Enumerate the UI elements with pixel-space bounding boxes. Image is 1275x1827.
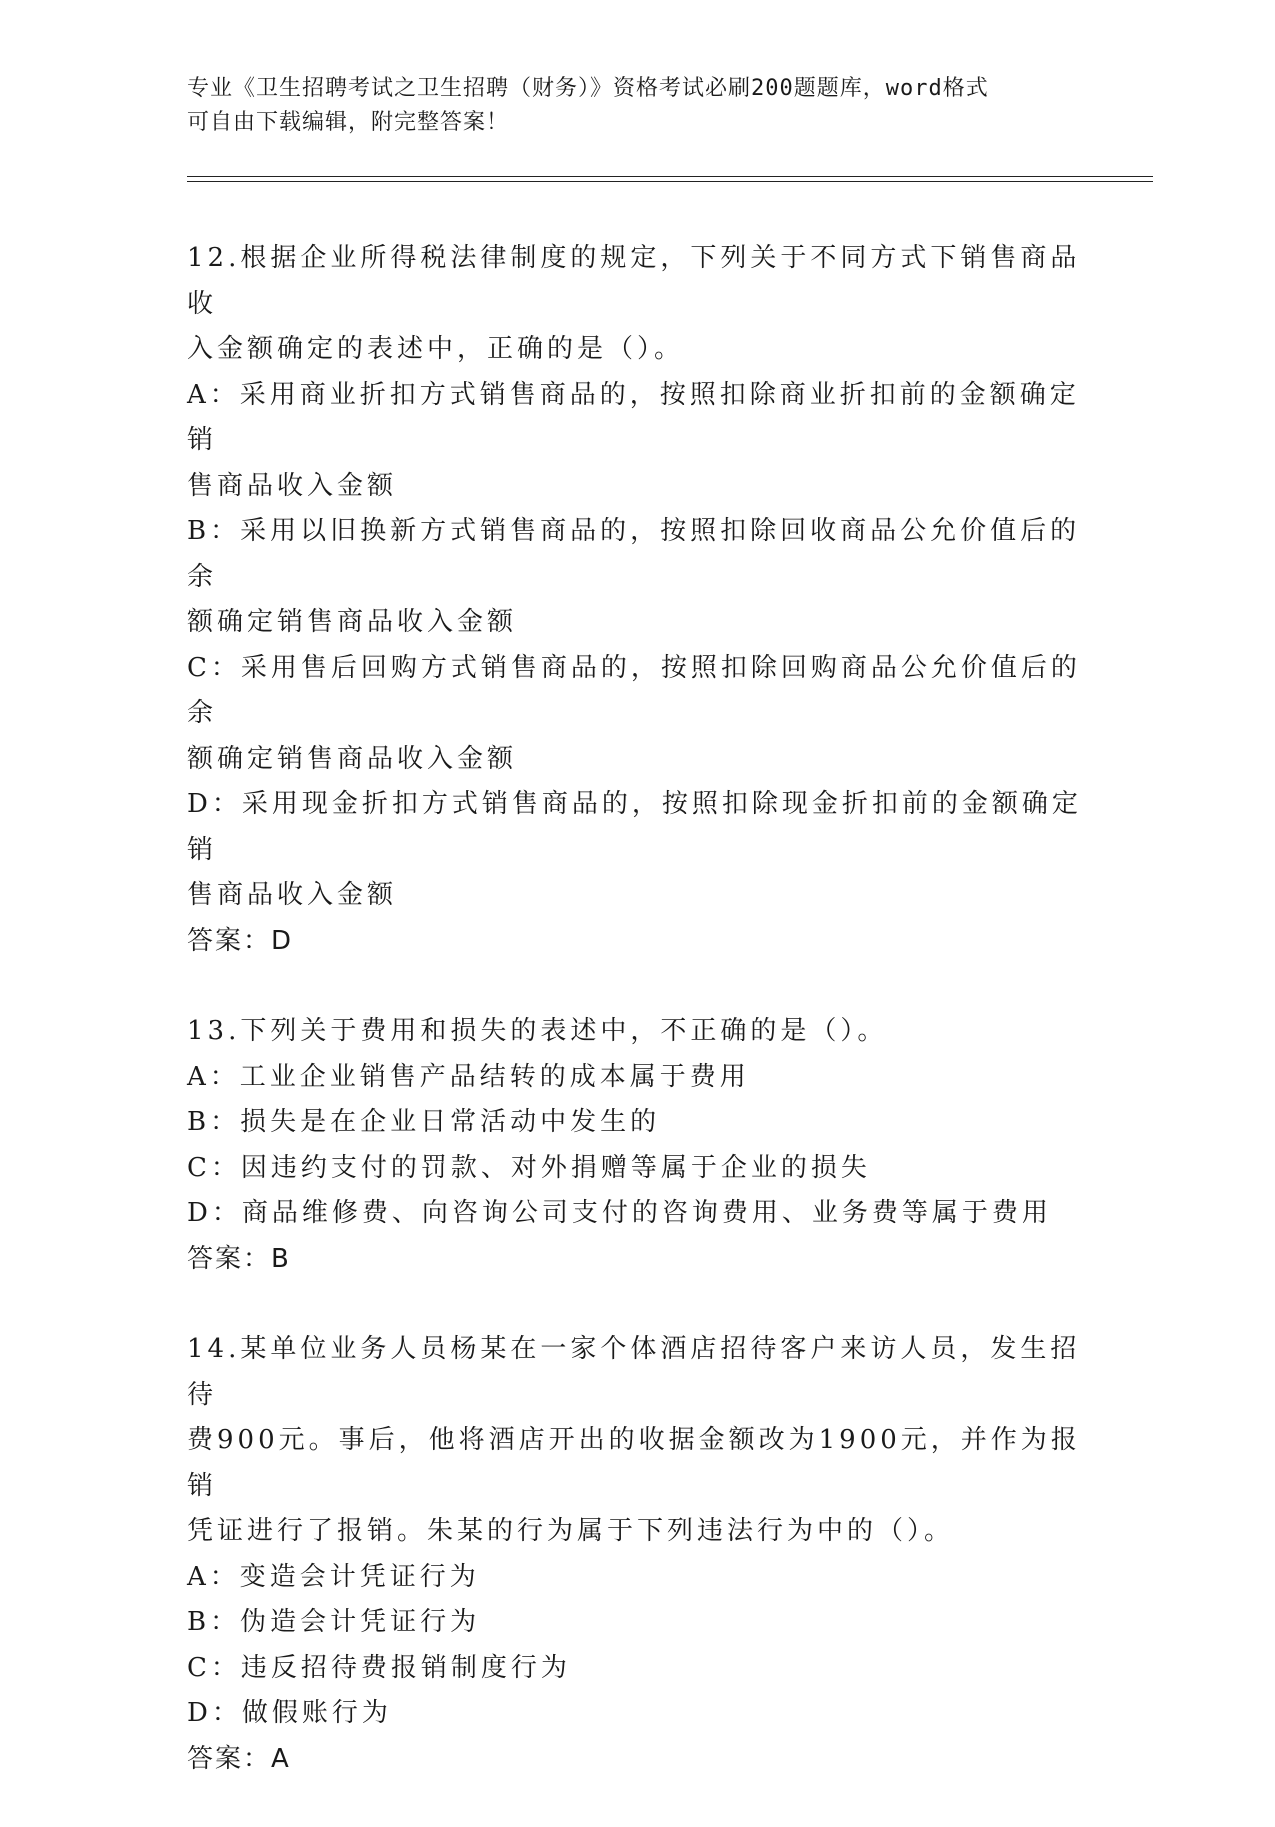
question-list xyxy=(187,236,1087,1827)
question-12 xyxy=(187,236,1087,964)
option-c: C：违反招待费报销制度行为 xyxy=(187,1652,571,1683)
question-stem: 入金额确定的表述中，正确的是（）。 xyxy=(187,334,685,364)
question-14 xyxy=(187,1327,1087,1782)
question-stem: 14.某单位业务人员杨某在一家个体酒店招待客户来访人员，发生招待 xyxy=(187,1334,1081,1410)
document-header xyxy=(187,72,1087,140)
option-d: 售商品收入金额 xyxy=(187,880,398,910)
header-line: 可自由下载编辑，附完整答案！ xyxy=(187,110,510,135)
question-stem: 12.根据企业所得税法律制度的规定，下列关于不同方式下销售商品收 xyxy=(187,243,1081,319)
option-d: D：商品维修费、向咨询公司支付的咨询费用、业务费等属于费用 xyxy=(187,1198,1052,1228)
question-stem: 13.下列关于费用和损失的表述中，不正确的是（）。 xyxy=(187,1016,888,1046)
header-line: 专业《卫生招聘考试之卫生招聘（财务）》资格考试必刷200题题库，word格式 xyxy=(187,76,989,101)
option-c: 额确定销售商品收入金额 xyxy=(187,743,518,774)
option-c: C：采用售后回购方式销售商品的，按照扣除回购商品公允价值后的余 xyxy=(187,652,1081,728)
option-d: D：采用现金折扣方式销售商品的，按照扣除现金折扣前的金额确定销 xyxy=(187,789,1082,865)
question-stem: 费900元。事后，他将酒店开出的收据金额改为1900元，并作为报销 xyxy=(187,1425,1081,1501)
answer-label: 答案：D xyxy=(187,925,294,956)
option-b: B：损失是在企业日常活动中发生的 xyxy=(187,1107,661,1137)
option-d: D：做假账行为 xyxy=(187,1698,392,1728)
option-a: A：采用商业折扣方式销售商品的，按照扣除商业折扣前的金额确定销 xyxy=(187,379,1080,455)
option-c: C：因违约支付的罚款、对外捐赠等属于企业的损失 xyxy=(187,1152,871,1183)
option-a: A：工业企业销售产品结转的成本属于费用 xyxy=(187,1061,750,1092)
double-rule-divider xyxy=(187,176,1153,182)
answer-label: 答案：A xyxy=(187,1743,291,1774)
option-b: B：伪造会计凭证行为 xyxy=(187,1607,481,1637)
question-stem: 凭证进行了报销。朱某的行为属于下列违法行为中的（）。 xyxy=(187,1516,955,1546)
answer-label: 答案：B xyxy=(187,1243,291,1274)
question-13 xyxy=(187,1009,1087,1282)
option-a: A：变造会计凭证行为 xyxy=(187,1561,480,1592)
option-b: B：采用以旧换新方式销售商品的，按照扣除回收商品公允价值后的余 xyxy=(187,516,1081,592)
option-a: 售商品收入金额 xyxy=(187,470,398,501)
option-b: 额确定销售商品收入金额 xyxy=(187,607,518,637)
